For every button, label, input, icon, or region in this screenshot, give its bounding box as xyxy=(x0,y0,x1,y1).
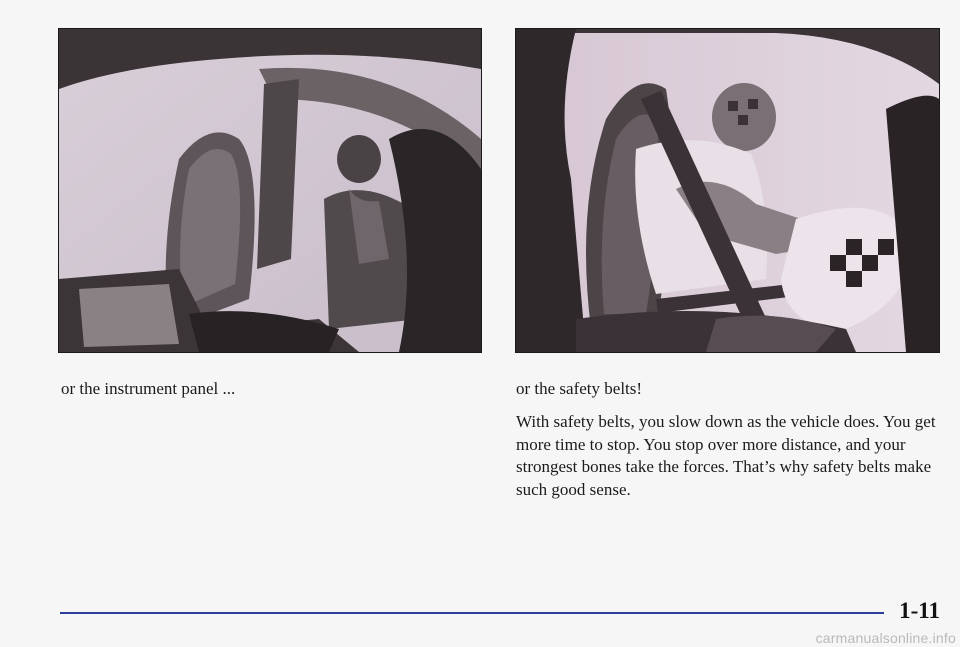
crash-test-dummy-belted-photo-icon xyxy=(516,29,939,352)
watermark: carmanualsonline.info xyxy=(815,630,956,646)
crash-test-photo-right xyxy=(515,28,940,353)
caption-instrument-panel: or the instrument panel ... xyxy=(61,379,236,398)
crash-test-dummy-photo-icon xyxy=(59,29,481,352)
caption-safety-belts: or the safety belts! xyxy=(516,379,643,398)
crash-test-photo-left xyxy=(58,28,482,353)
footer-rule xyxy=(60,612,884,614)
body-paragraph: With safety belts, you slow down as the vehicle does. You get more time to stop. You stop over more distance, and your strongest bones take the forces. That’s why safety belts make such good sense. xyxy=(516,412,936,499)
page-number: 1-11 xyxy=(899,598,940,623)
